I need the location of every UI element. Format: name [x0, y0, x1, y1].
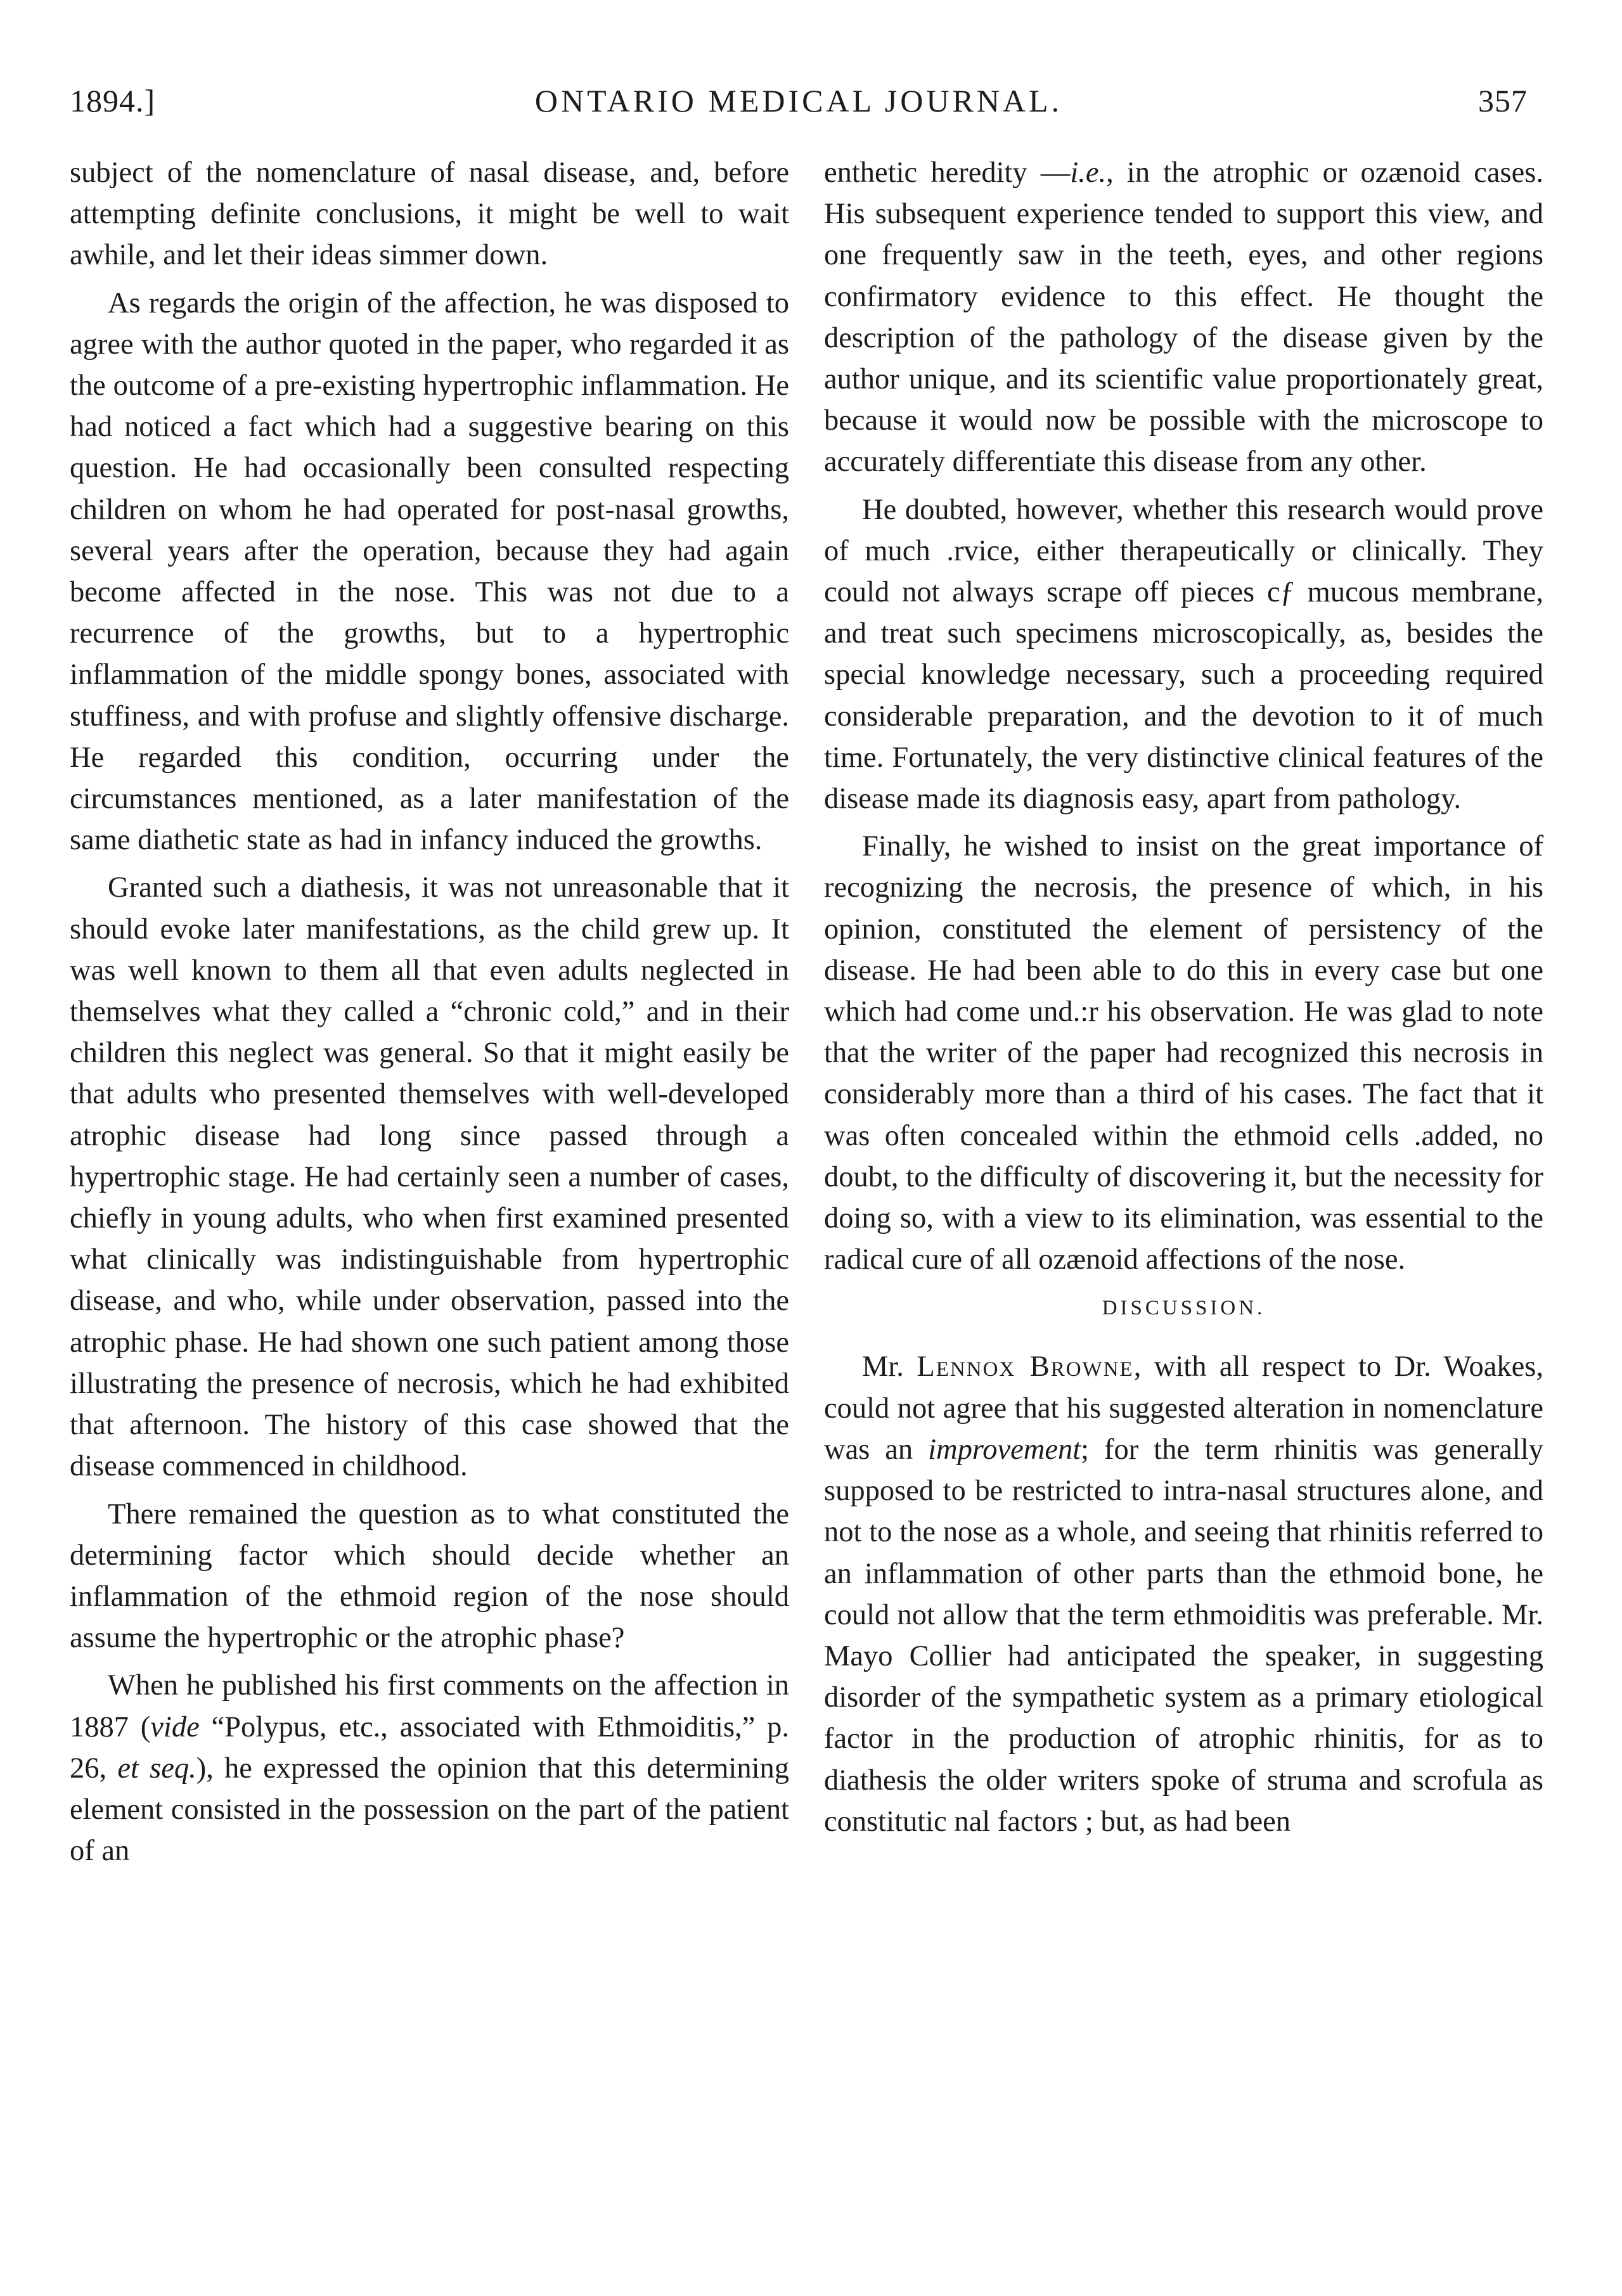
italic-text: improvement [928, 1433, 1081, 1466]
text-run: , in the atrophic or ozænoid cases. His subsequent experience tended to support this view, and one frequently saw in the teeth, eyes, and other regions confirmatory evidence to this effect. He thought the description of the pathology of the disease given by the author unique, and its scientific value proportionately great, because it would now be possible with the microscope to accurately differentiate this disease from any other. [824, 157, 1544, 478]
paragraph: There remained the question as to what constituted the determining factor which should decide whether an inflammation of the ethmoid region of the nose should assume the hypertrophic or the atrophic phase? [70, 1498, 789, 1655]
right-column [824, 152, 1543, 1842]
journal-title: ONTARIO MEDICAL JOURNAL. [534, 83, 1063, 119]
paragraph: Finally, he wished to insist on the great importance of recognizing the necrosis, the presence of which, in his opinion, constituted the element of persistency of the disease. He had been able to do this in every case but one which had come und.:r his observation. He was glad to note that the writer of the paper had recognized this necrosis in considerably more than a third of his cases. The fact that it was often concealed within the ethmoid cells .added, no doubt, to the difficulty of discovering it, but the necessity for doing so, with a view to its elimination, was essential to the radical cure of all ozænoid affections of the nose. [824, 830, 1543, 1276]
section-heading: DISCUSSION. [1102, 1297, 1266, 1320]
running-head [70, 82, 1528, 139]
paragraph: As regards the origin of the affection, he was disposed to agree with the author quoted in the paper, who regarded it as the outcome of a pre-existing hypertrophic inflammation. He had noticed a fact which had a suggestive bearing on this question. He had occasionally been consulted respecting children on whom he had operated for post-nasal growths, several years after the operation, because they had again become affected in the nose. This was not due to a recurrence of the growths, but to a hypertrophic inflammation of the middle spongy bones, associated with stuffiness, and with profuse and slightly offensive discharge. He regarded this condition, occurring under the circumstances mentioned, as a later manifestation of the same diathetic state as had in infancy induced the growths. [70, 286, 789, 857]
paragraph: subject of the nomenclature of nasal disease, and, before attempting definite conclusions, it might be well to wait awhile, and let their ideas simmer down. [70, 157, 789, 272]
italic-text: et seq. [117, 1752, 196, 1785]
left-column [70, 152, 789, 1871]
text-run: When he published his first comments on the affection in 1887 ( [70, 1669, 789, 1743]
text-run: ; for the term rhinitis was generally supposed to be restricted to intra-nasal structures alone, and not to the nose as a whole, and seeing that rhinitis referred to an inflammation of other parts than the ethmoid bone, he could not allow that the term ethmoiditis was preferable. Mr. Mayo Collier had anticipated the speaker, in suggesting disorder of the sympathetic system as a primary etiological factor in the production of atrophic rhinitis, for as to diathesis the older writers spoke of struma and scrofula as constitutic nal factors ; but, as had been [824, 1433, 1543, 1838]
paragraph [824, 152, 1543, 483]
paragraph: He doubted, however, whether this research would prove of much .rvice, either therapeutically or clinically. They could not always scrape off pieces cƒ mucous membrane, and treat such specimens microscopically, as, besides the special knowledge necessary, such a proceeding required considerable preparation, and the devotion to it of much time. Fortunately, the very distinctive clinical features of the disease made its diagnosis easy, apart from pathology. [824, 493, 1543, 816]
italic-text: vide [150, 1710, 200, 1743]
text-run: “Polypus, etc., associated with Ethmoiditis,” p. 26, [70, 1710, 789, 1785]
paragraph: Granted such a diathesis, it was not unreasonable that it should evoke later manifestations, as the child grew up. It was well known to them all that even adults neglected in themselves what they called a “chronic cold,” and in their children this neglect was general. So that it might easily be that adults who presented themselves with well-developed atrophic disease had long since passed through a hypertrophic stage. He had certainly seen a number of cases, chiefly in young adults, who when first examined presented what clinically was indistinguishable from hypertrophic disease, and who, while under observation, passed into the atrophic phase. He had shown one such patient among those illustrating the presence of necrosis, which he had exhibited that afternoon. The history of this case showed that the disease commenced in childhood. [70, 871, 789, 1483]
paragraph [70, 1665, 789, 1871]
page-number: 357 [1478, 83, 1528, 119]
text-run: Mr. [862, 1350, 917, 1383]
text-run: ), he expressed the opinion that this determining element consisted in the possession on the part of the patient of an [70, 1752, 790, 1868]
speaker-name: Lennox Browne [917, 1350, 1134, 1383]
header-year: 1894.] [70, 83, 156, 119]
italic-text: i.e. [1070, 157, 1107, 189]
paragraph [824, 1346, 1543, 1842]
text-run: , with all respect to Dr. Woakes, could not agree that his suggested alteration in nomenclature was an [824, 1350, 1544, 1466]
text-run: enthetic heredity — [824, 157, 1071, 189]
